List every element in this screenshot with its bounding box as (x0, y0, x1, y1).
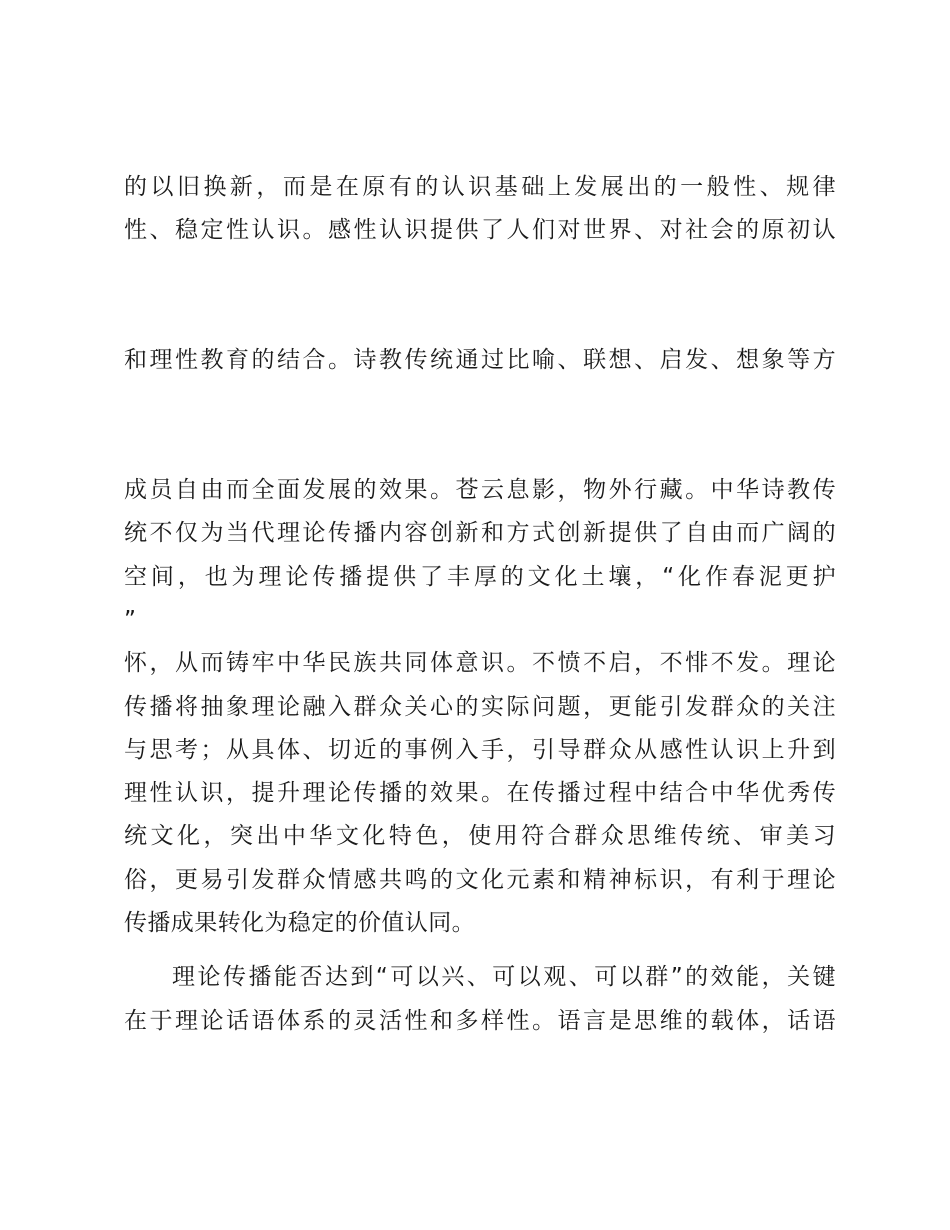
missing-glyph-line: ” (124, 606, 136, 633)
body-text (124, 166, 836, 1043)
text-line: 和理性教育的结合。诗教传统通过比喻、联想、启发、想象等方 (124, 347, 836, 374)
paragraph-gap (124, 945, 836, 956)
text-line: 空间，也为理论传播提供了丰厚的文化土壤，“化作春泥更护 (124, 563, 836, 590)
text-line: 成员自由而全面发展的效果。苍云息影，物外行藏。中华诗教传 (124, 477, 836, 504)
text-line: 理论传播能否达到“可以兴、可以观、可以群”的效能，关键 (172, 964, 836, 991)
text-line: 理性认识，提升理论传播的效果。在传播过程中结合中华优秀传 (124, 780, 836, 807)
text-line: 性、稳定性认识。感性认识提供了人们对世界、对社会的原初认 (124, 217, 836, 244)
missing-glyph-line (124, 253, 836, 296)
text-line: 统不仅为当代理论传播内容创新和方式创新提供了自由而广阔的 (124, 520, 836, 547)
text-line: 的以旧换新，而是在原有的认识基础上发展出的一般性、规律 (124, 174, 836, 200)
text-line: 俗，更易引发群众情感共鸣的文化元素和精神标识，有利于理论 (124, 866, 836, 893)
missing-glyph-line (124, 296, 836, 339)
text-line: 传播将抽象理论融入群众关心的实际问题，更能引发群众的关注 (124, 693, 836, 720)
text-line: 怀，从而铸牢中华民族共同体意识。不愤不启，不悱不发。理论 (124, 650, 836, 677)
text-line: 在于理论话语体系的灵活性和多样性。语言是思维的载体，话语 (124, 1007, 836, 1034)
text-line: 传播成果转化为稳定的价值认同。 (124, 910, 475, 937)
text-line: 统文化，突出中华文化特色，使用符合群众思维传统、审美习 (124, 823, 836, 850)
missing-glyph-line (124, 426, 836, 469)
missing-glyph-line (124, 382, 836, 425)
text-line: 与思考；从具体、切近的事例入手，引导群众从感性认识上升到 (124, 736, 836, 763)
